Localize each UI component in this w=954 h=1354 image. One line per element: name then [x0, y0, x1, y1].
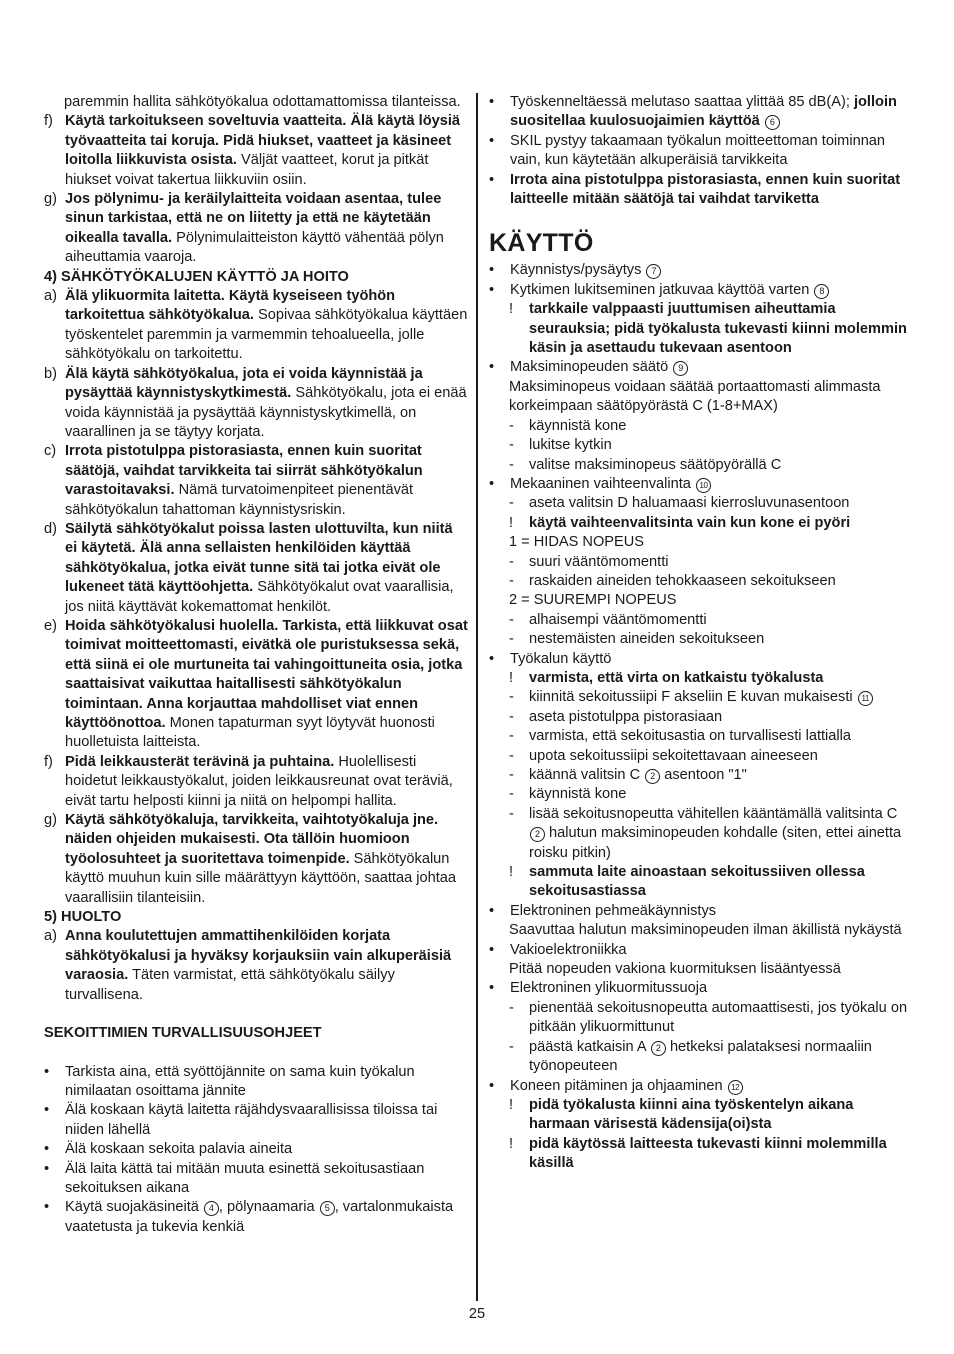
- warning-mark: !: [509, 1096, 514, 1113]
- list-item-text: Elektroninen pehmeäkäynnistys: [510, 902, 717, 919]
- list-item: [489, 1077, 914, 1096]
- rule-text: Sähkötyökalu, jota ei enää voida käynnistää ja pysäyttää käynnistyskytkimellä, on vaarallinen ja se täytyy korjata.: [65, 385, 467, 440]
- list-item-text: Käytä suojakäsineitä: [65, 1199, 203, 1216]
- step-text: lukitse kytkin: [529, 437, 612, 454]
- list-item: [44, 1140, 468, 1159]
- rule-text: Monen tapaturman syyt löytyvät huonosti huolletuista laitteista.: [65, 715, 435, 751]
- bullet: •: [489, 132, 495, 149]
- warning-mark: !: [509, 669, 514, 686]
- step-item: [489, 805, 914, 863]
- list-item: [489, 171, 914, 210]
- warning-text: käytä vaihteenvalitsinta vain kun kone ei pyöri: [529, 514, 851, 531]
- bullet: •: [489, 94, 495, 110]
- item-label: f): [44, 113, 53, 130]
- rule-4d: [44, 520, 468, 617]
- step-item: [489, 436, 914, 455]
- step-item: [489, 456, 914, 475]
- list-item-text: Työskenneltäessä melutaso saattaa ylittää 85 dB(A);: [510, 94, 854, 110]
- step-item: [489, 727, 914, 746]
- dash: -: [509, 767, 514, 783]
- step-item: [489, 708, 914, 727]
- list-item-text: Kytkimen lukitseminen jatkuvaa käyttöä varten: [510, 281, 814, 298]
- list-item-text: Käynnistys/pysäytys: [510, 262, 646, 279]
- item-label: g): [44, 812, 57, 829]
- list-item: [44, 1198, 468, 1237]
- rule-bold-text: Pidä leikkausterät terävinä ja puhtaina.: [65, 753, 335, 770]
- list-item-text: , pölynaamaria: [218, 1199, 319, 1216]
- step-item: [489, 553, 914, 572]
- step-text: käynnistä kone: [529, 417, 627, 434]
- warning-text: tarkkaile valppaasti juuttumisen aiheuttamia seurauksia; pidä työkalusta tukevasti kiinni molemmin käsin ja asettaudu tukevaan asentoon: [529, 301, 907, 357]
- step-item: [489, 494, 914, 513]
- right-column: [489, 93, 914, 1174]
- list-item: [489, 902, 914, 921]
- speed-label: 1 = HIDAS NOPEUS: [509, 534, 645, 551]
- figure-ref-2: 2: [645, 769, 660, 784]
- step-item: [489, 417, 914, 436]
- bullet: •: [44, 1063, 50, 1080]
- list-item-text: Elektroninen ylikuormitussuoja: [510, 980, 708, 997]
- step-item: [489, 611, 914, 630]
- warning-text: varmista, että virta on katkaistu työkalusta: [529, 669, 824, 686]
- step-text: aseta valitsin D haluamaasi kierrosluvunasentoon: [529, 495, 850, 512]
- dash: -: [509, 631, 514, 648]
- list-item: [489, 132, 914, 171]
- item-label: b): [44, 365, 57, 382]
- rule-text: Pölynimulaitteiston käyttö vähentää pölyn aiheuttamia vaaroja.: [65, 229, 444, 266]
- figure-ref-9: 9: [673, 361, 688, 376]
- step-text: alhaisempi vääntömomentti: [529, 611, 707, 628]
- list-item: [489, 281, 914, 300]
- step-text: raskaiden aineiden tehokkaaseen sekoitukseen: [529, 572, 836, 589]
- dash: -: [509, 417, 514, 434]
- step-text: kiinnitä sekoitussiipi F akseliin E kuvan mukaisesti: [529, 689, 857, 706]
- dash: -: [509, 786, 514, 803]
- rule-4a: [44, 287, 468, 365]
- step-text: käännä valitsin C: [529, 767, 645, 783]
- list-item-text: Älä koskaan sekoita palavia aineita: [65, 1141, 293, 1158]
- section-heading-4: 4) SÄHKÖTYÖKALUJEN KÄYTTÖ JA HOITO: [44, 268, 349, 285]
- dash: -: [509, 553, 514, 570]
- rule-4g: [44, 811, 468, 908]
- step-item: [489, 747, 914, 766]
- dash: -: [509, 708, 514, 725]
- list-item-text: Työkalun käyttö: [510, 650, 612, 667]
- item-label: g): [44, 191, 57, 208]
- rule-5a: [44, 927, 468, 1005]
- list-item-text: Mekaaninen vaihteenvalinta: [510, 475, 695, 492]
- bullet: •: [489, 902, 495, 919]
- column-divider: [476, 93, 478, 1301]
- list-item-text: Vakioelektroniikka: [510, 941, 627, 958]
- figure-ref-4: 4: [204, 1201, 219, 1216]
- dash: -: [509, 572, 514, 589]
- step-item: [489, 688, 914, 707]
- warning-item: [489, 1096, 914, 1135]
- figure-ref-5: 5: [320, 1201, 335, 1216]
- list-item: [489, 650, 914, 669]
- rule-3g: [44, 190, 468, 268]
- continued-text: paremmin hallita sähkötyökalua odottamattomissa tilanteissa.: [64, 94, 461, 110]
- step-text: aseta pistotulppa pistorasiaan: [529, 708, 723, 725]
- figure-ref-7: 7: [646, 264, 661, 279]
- step-item: [489, 630, 914, 649]
- warning-text: pidä käytössä laitteesta tukevasti kiinni molemmilla käsillä: [529, 1135, 887, 1172]
- rule-bold-text: Käytä tarkoitukseen soveltuvia vaatteita. Älä käytä löysiä työvaatteita tai koruja. Pidä hiukset, vaatteet ja käsineet loitolla liikkuvista osista.: [65, 113, 461, 169]
- step-text: käynnistä kone: [529, 786, 627, 803]
- list-item-text: , vartalonmukaista vaatetusta ja tukevia kenkiä: [65, 1199, 454, 1235]
- warning-item: [489, 514, 914, 533]
- rule-text: Sähkötyökalut ovat vaarallisia, jos niitä käyttävät kokemattomat henkilöt.: [65, 579, 454, 615]
- bullet: •: [489, 1077, 495, 1094]
- dash: -: [509, 495, 514, 512]
- bullet: •: [44, 1160, 50, 1177]
- rule-3f: [44, 112, 468, 190]
- step-text: asentoon "1": [660, 767, 747, 783]
- step-text: halutun maksiminopeuden kohdalle (siten, ettei ainetta roisku pitkin): [529, 825, 902, 861]
- list-item-text: Tarkista aina, että syöttöjännite on sama kuin työkalun nimilaatan osoittama jännite: [65, 1063, 415, 1099]
- warning-item: [489, 1135, 914, 1174]
- warning-mark: !: [509, 1135, 514, 1152]
- bullet: •: [489, 262, 495, 279]
- list-item: [489, 93, 914, 132]
- item-label: f): [44, 753, 53, 770]
- rule-bold-text: Älä käytä sähkötyökalua, jota ei voida käynnistää ja pysäyttää käynnistyskytkimestä.: [65, 365, 423, 402]
- bullet: •: [44, 1102, 50, 1119]
- step-text: valitse maksiminopeus säätöpyörällä C: [529, 456, 782, 473]
- step-text: päästä katkaisin A: [529, 1038, 650, 1055]
- warning-item: [489, 300, 914, 358]
- section-title-usage: KÄYTTÖ: [489, 229, 594, 258]
- section-heading-5: 5) HUOLTO: [44, 909, 122, 926]
- figure-ref-10: 10: [696, 478, 711, 493]
- rule-bold-text: Jos pölynimu- ja keräilylaitteita voidaan asentaa, tulee sinun tarkistaa, että ne on liitetty ja että ne käytetään oikealla tavalla.: [65, 191, 442, 246]
- item-label: e): [44, 617, 57, 634]
- warning-text: sammuta laite ainoastaan sekoitussiiven ollessa sekoitusastiassa: [529, 864, 865, 900]
- list-item: [44, 1160, 468, 1199]
- dash: -: [509, 1038, 514, 1055]
- dash: -: [509, 611, 514, 628]
- description-text: Pitää nopeuden vakiona kuormituksen lisääntyessä: [509, 961, 841, 978]
- item-label: a): [44, 928, 57, 945]
- rule-bold-text: Anna koulutettujen ammattihenkilöiden korjata sähkötyökalusi ja hyväksy korjauksiin vain alkuperäisiä varaosia.: [65, 928, 452, 984]
- left-column: [44, 93, 468, 1237]
- list-item: [489, 475, 914, 494]
- step-item: [489, 572, 914, 591]
- rule-bold-text: Älä ylikuormita laitetta. Käytä kyseiseen työhön tarkoitettua sähkötyökalua.: [65, 288, 396, 324]
- rule-text: Nämä turvatoimenpiteet pienentävät sähkötyökalun tahattoman käynnistysriskin.: [65, 482, 414, 518]
- figure-ref-8: 8: [814, 284, 829, 299]
- bullet: •: [489, 475, 495, 492]
- bullet: •: [489, 359, 495, 376]
- rule-bold-text: Säilytä sähkötyökalut poissa lasten ulottuvilta, kun niitä ei käytetä. Älä anna sellaisten henkilöiden käyttää sähkötyökalua, jotka eivät tunne sitä tai jotka eivät ole lukeneet tätä käyttöohjetta.: [65, 520, 453, 596]
- bullet: •: [489, 980, 495, 997]
- bullet: •: [489, 941, 495, 958]
- dash: -: [509, 689, 514, 706]
- dash: -: [509, 456, 514, 473]
- rule-text: Sopivaa sähkötyökalua käyttäen työskentelet paremmin ja varmemmin tehoalueella, jolle sähkötyökalu on tarkoitettu.: [65, 307, 468, 363]
- step-text: lisää sekoitusnopeutta vähitellen kääntämällä valitsinta C: [529, 805, 898, 822]
- description-text: Maksiminopeus voidaan säätää portaattomasti alimmasta korkeimpaan säätöpyörästä C (1-8+MAX): [509, 378, 881, 415]
- figure-ref-11: 11: [858, 691, 873, 706]
- page-number: 25: [468, 1306, 486, 1322]
- step-text: pienentää sekoitusnopeutta automaattisesti, jos työkalu on pitkään ylikuormittunut: [529, 999, 908, 1036]
- figure-ref-2: 2: [530, 827, 545, 842]
- rule-4b: [44, 365, 468, 443]
- warning-text: pidä työkalusta kiinni aina työskentelyn aikana harmaan värisestä kädensija(oi)sta: [529, 1096, 854, 1133]
- list-item: [44, 1101, 468, 1140]
- list-item: [44, 1063, 468, 1102]
- step-text: suuri vääntömomentti: [529, 553, 669, 570]
- dash: -: [509, 805, 514, 822]
- rule-4c: [44, 442, 468, 520]
- rule-text: Huolellisesti hoidetut leikkaustyökalut, joiden leikkausreunat ovat teräviä, eivät tartu helposti kiinni ja niitä on helpompi hallita.: [65, 753, 453, 809]
- list-item-text: Älä koskaan käytä laitetta räjähdysvaarallisissa tiloissa tai niiden lähellä: [65, 1102, 438, 1138]
- figure-ref-6: 6: [765, 115, 780, 130]
- step-text: hetkeksi palataksesi normaaliin työnopeuteen: [529, 1038, 872, 1075]
- speed-label: 2 = SUUREMPI NOPEUS: [509, 592, 677, 609]
- dash: -: [509, 728, 514, 745]
- bullet: •: [44, 1199, 50, 1216]
- bullet: •: [489, 281, 495, 298]
- item-label: a): [44, 288, 57, 305]
- item-label: c): [44, 443, 57, 460]
- figure-ref-2: 2: [651, 1041, 666, 1056]
- step-item: [489, 1038, 914, 1077]
- description-text: Saavuttaa halutun maksiminopeuden ilman äkillistä nykäystä: [509, 922, 902, 939]
- warning-item: [489, 863, 914, 902]
- step-text: nestemäisten aineiden sekoitukseen: [529, 631, 765, 648]
- step-item: [489, 785, 914, 804]
- step-text: varmista, että sekoitusastia on turvallisesti lattialla: [529, 728, 852, 745]
- rule-bold-text: Irrota pistotulppa pistorasiasta, ennen kuin suoritat säätöjä, vaihdat tarvikkeita tai siirrät sähkötyökalun varastoitavaksi.: [65, 443, 423, 499]
- list-item-bold-text: jolloin suositellaa kuulosuojaimien käyttöä: [510, 94, 897, 130]
- warning-mark: !: [509, 514, 514, 531]
- list-item: [489, 358, 914, 377]
- step-item: [489, 766, 914, 785]
- rule-text: Täten varmistat, että sähkötyökalu säilyy turvallisena.: [65, 967, 395, 1003]
- list-item: [489, 261, 914, 280]
- dash: -: [509, 999, 514, 1016]
- rule-bold-text: Käytä sähkötyökaluja, tarvikkeita, vaihtotyökaluja jne. näiden ohjeiden mukaisesti. Ota tällöin huomioon työolosuhteet ja suoritettava toimenpide.: [65, 812, 439, 867]
- list-item-text: Koneen pitäminen ja ohjaaminen: [510, 1077, 727, 1094]
- item-label: d): [44, 520, 57, 537]
- step-item: [489, 999, 914, 1038]
- list-item-text: SKIL pystyy takaamaan työkalun moitteettoman toiminnan vain, kun käytetään alkuperäisiä tarvikkeita: [510, 132, 886, 169]
- step-text: upota sekoitussiipi sekoitettavaan aineeseen: [529, 747, 818, 764]
- rule-bold-text: Hoida sähkötyökalusi huolella. Tarkista, että liikkuvat osat toimivat moitteettomasti, eivätkä ole puristuksessa sekä, että siinä ei ole murtuneita tai vahingoittuneita osia, jotka saattaisivat vaikuttaa haitallisesti sähkötyökalun toimintaan. Anna korjauttaa mahdolliset viat ennen käyttöönottoa.: [65, 617, 468, 731]
- rule-4e: [44, 617, 468, 753]
- rule-4f: [44, 753, 468, 811]
- bullet: •: [44, 1141, 50, 1158]
- section-heading-mixer-safety: SEKOITTIMIEN TURVALLISUUSOHJEET: [44, 1025, 322, 1042]
- warning-mark: !: [509, 864, 514, 881]
- bullet: •: [489, 171, 495, 188]
- dash: -: [509, 437, 514, 454]
- list-item-text: Maksiminopeuden säätö: [510, 359, 673, 376]
- bullet: •: [489, 650, 495, 667]
- rule-text: Sähkötyökalun käyttö muuhun kuin sille määrättyyn käyttöön, saattaa johtaa vaarallisiin tilanteisiin.: [65, 850, 457, 906]
- rule-text: Väljät vaatteet, korut ja pitkät hiukset voivat takertua liikkuviin osiin.: [65, 152, 429, 188]
- list-item: [489, 941, 914, 960]
- warning-item: [489, 669, 914, 688]
- list-item-text: Älä laita kättä tai mitään muuta esinettä sekoitusastiaan sekoituksen aikana: [65, 1160, 425, 1196]
- warning-mark: !: [509, 301, 514, 318]
- list-item-bold-text: Irrota aina pistotulppa pistorasiasta, ennen kuin suoritat laitteelle mitään säätöjä tai vaihdat tarviketta: [510, 171, 901, 208]
- list-item: [489, 979, 914, 998]
- dash: -: [509, 747, 514, 764]
- figure-ref-12: 12: [728, 1080, 743, 1095]
